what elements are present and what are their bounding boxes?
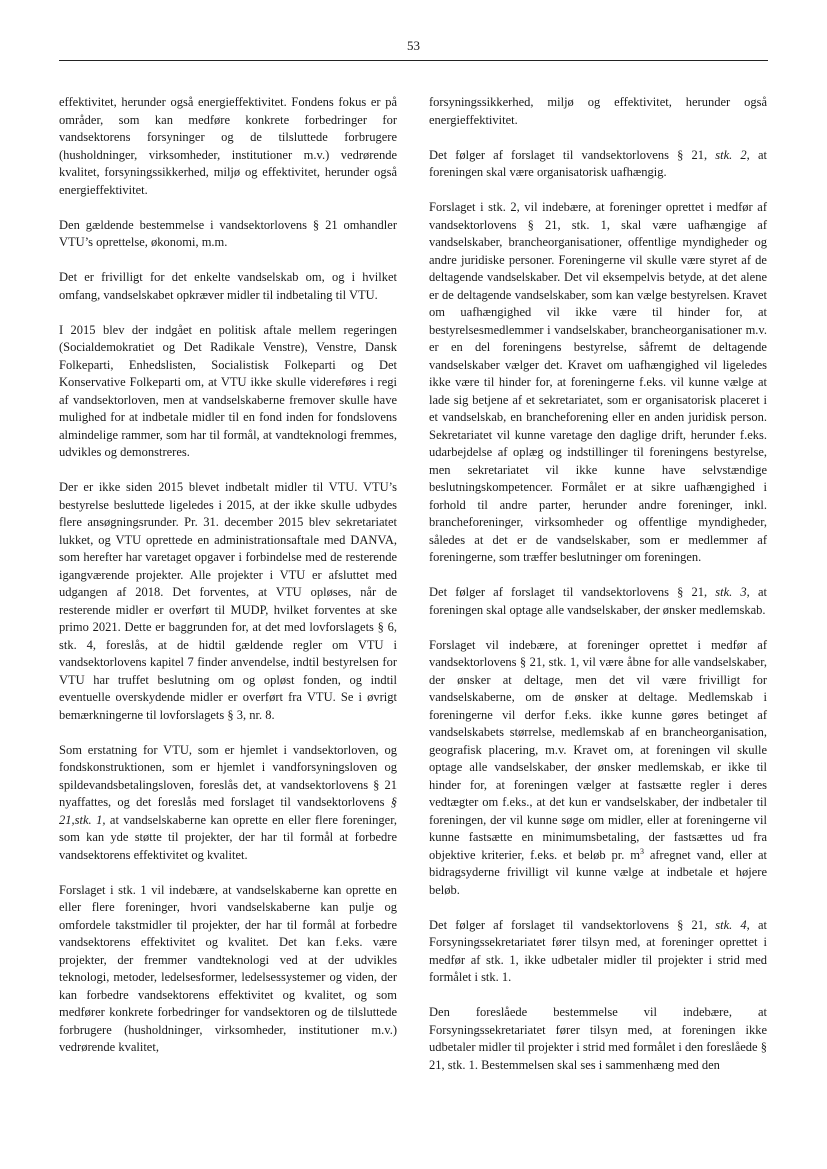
- emphasis: stk. 3,: [715, 585, 750, 599]
- superscript: 3: [639, 846, 644, 856]
- paragraph: [429, 147, 767, 182]
- text-run: at foreningen skal være organisatorisk uafhængig.: [429, 147, 767, 179]
- paragraph: Forslaget i stk. 1 vil indebære, at vandselskaberne kan oprette en eller flere foreninger, hvori vandselskaberne kan pulje og omfordele takstmidler til projekter, der har til formål at forbedre vandsektorens effektivitet og kvalitet. Det kan f.eks. være projekter, der fremmer vandteknologi ved at der udvikles teknologi, metoder, ledelsesformer, ledelsessystemer og viden, der kan forbedre vandsektorens effektivitet og kvalitet, og som medfører konkrete forbedringer for vandsektoren og de tilsluttede forbrugere (husholdninger, virksomheder, institutioner m.v.) vedrørende kvalitet,: [59, 882, 397, 1054]
- paragraph: [59, 742, 397, 865]
- emphasis: stk. 4,: [715, 917, 750, 932]
- paragraph: [429, 917, 767, 987]
- paragraph: Det er frivilligt for det enkelte vandselskab om, og i hvilket omfang, vandselskabet opkræver midler til indbetaling til VTU.: [59, 270, 397, 302]
- page-number: 53: [407, 38, 420, 53]
- emphasis: § 21,stk. 1,: [59, 795, 397, 827]
- left-column: [59, 94, 397, 1057]
- paragraph: forsyningssikkerhed, miljø og effektivitet, herunder også energieffektivitet.: [429, 95, 767, 127]
- right-column: [429, 94, 767, 1074]
- text-run: at foreningen skal optage alle vandselskaber, der ønsker medlemskab.: [429, 585, 767, 617]
- header-rule: [59, 60, 768, 61]
- text-run: at vandselskaberne kan oprette en eller flere foreninger, som kan yde støtte til projekter, der har til formål at forbedre vandsektorens effektivitet og kvalitet.: [59, 812, 397, 862]
- emphasis: stk. 2,: [715, 147, 750, 162]
- paragraph: [429, 637, 767, 900]
- paragraph: I 2015 blev der indgået en politisk aftale mellem regeringen (Socialdemokratiet og Det Radikale Venstre), Venstre, Dansk Folkeparti, Enhedslisten, Socialistisk Folkeparti og Det Konservative Folkeparti om, at VTU ikke skulle videreføres i regi af vandsektorloven, men at vandselskaberne fremover skulle have mulighed for at indbetale midler til en fond inden for fondslovens almindelige rammer, som har til formål, at vandteknologi fremmes, udvikles og demonstreres.: [59, 322, 397, 459]
- paragraph: Der er ikke siden 2015 blevet indbetalt midler til VTU. VTU’s bestyrelse besluttede ligeledes i 2015, at der ikke skulle udbydes flere ansøgningsrunder. Pr. 31. december 2015 blev sekretariatet lukket, og VTU oprettede en administrationsaftale med DANVA, som herefter har varetaget opgaver i forbindelse med de resterende igangværende projekter. Alle projekter i VTU er afsluttet med udgangen af 2018. Det forventes, at VTU opløses, når de resterende midler er overført til MUDP, hvilket forventes at ske primo 2021. Dette er baggrunden for, at det med lovforslagets § 6, stk. 4, foreslås, at de hidtil gældende regler om VTU i vandsektorlovens kapitel 7 finder anvendelse, indtil bestyrelsen for VTU har truffet beslutning om og opløst fonden, og indtil eventuelle overskydende midler er overført fra VTU. Se i øvrigt bemærkningerne til lovforslagets § 3, nr. 8.: [59, 480, 397, 722]
- text-run: at Forsyningssekretariatet fører tilsyn med, at foreninger oprettet i medfør af stk. 1, ikke udbetaler midler til projekter i strid med formålet i stk. 1.: [429, 917, 767, 984]
- text-run: Det følger af forslaget til vandsektorlovens § 21,: [429, 147, 716, 162]
- paragraph: [429, 584, 767, 619]
- text-run: Det følger af forslaget til vandsektorlovens § 21,: [429, 917, 716, 932]
- paragraph: Den gældende bestemmelse i vandsektorlovens § 21 omhandler VTU’s oprettelse, økonomi, m.m.: [59, 217, 397, 249]
- paragraph: Den foreslåede bestemmelse vil indebære, at Forsyningssekretariatet fører tilsyn med, at foreningen ikke udbetaler midler til projekter i strid med formålet i den foreslåede § 21, stk. 1. Bestemmelsen skal ses i sammenhæng med den: [429, 1005, 767, 1072]
- text-run: Forslaget vil indebære, at foreninger oprettet i medfør af vandsektorlovens § 21, stk. 1, vil være åbne for alle vandselskaber, der ønsker at deltage, men det vil være frivilligt for vandselskaberne, om de ønsker at deltage. Medlemskab i foreningerne vil derfor f.eks. ikke kunne gøres betinget af vandselskabets størrelse, medlemskab af en brancheorganisation, geografisk placering, m.v. Kravet om, at foreningen vil skulle optage alle vandselskaber, der ønsker medlemskab, er ikke til hinder for, at foreningen vælger at fastsætte regler i deres vedtægter om f.eks., at det kun er vandselskaber, der indbetaler til foreningen, der vil kunne søge om midler, eller at foreningerne vil kunne fastsætte en minimumsbetaling, der fastsættes ud fra objektive kriterier, f.eks. et beløb pr. m: [429, 637, 767, 862]
- text-run: Som erstatning for VTU, som er hjemlet i vandsektorloven, og fondskonstruktionen, som er hjemlet i vandforsyningsloven og spildevandsbetalingsloven, foreslås det, at vandsektorlovens § 21 nyaffattes, og det foreslås med forslaget til vandsektorlovens: [59, 742, 397, 809]
- paragraph: effektivitet, herunder også energieffektivitet. Fondens fokus er på områder, som kan medføre konkrete forbedringer for vandsektorens forsyninger og de tilsluttede forbrugere (husholdninger, virksomheder, institutioner m.v.) vedrørende kvalitet, forsyningssikkerhed, miljø og effektivitet, herunder også energieffektivitet.: [59, 95, 397, 197]
- text-run: Det følger af forslaget til vandsektorlovens § 21,: [429, 585, 716, 599]
- paragraph: Forslaget i stk. 2, vil indebære, at foreninger oprettet i medfør af vandsektorlovens § 21, stk. 1, skal være uafhængige af vandselskaber, brancheorganisationer, offentlige myndigheder og andre juridiske personer. Foreningerne vil skulle være styret af de deltagende vandselskaber. Det vil eksempelvis betyde, at det alene er de deltagende vandselskaber, som kan vælge bestyrelsen. Kravet om uafhængighed vil ikke være til hinder for, at bestyrelsesmedlemmer i vandselskaber, brancheorganisationer m.v. er en del foreningens bestyrelse, såfremt de deltagende vandselskaber vælger det. Kravet om uafhængighed vil ligeledes ikke være til hinder for, at foreningerne f.eks. vil kunne vælge at lade sig betjene af et sekretariatet, som er organisatorisk placeret i et vandselskab, en brancheforening eller en anden juridisk person. Sekretariatet vil kunne varetage den daglige drift, herunder f.eks. udarbejdelse af oplæg og indstillinger til foreningens bestyrelse, men sekretariatet vil ikke kunne have selvstændige beslutningskompetencer. Formålet er at sikre uafhængighed i forhold til andre parter, herunder andre foreninger, inkl. brancheforeninger, virksomheder og offentlige myndigheder, således at det er de vandselskaber, som er medlemmer af foreningerne, som træffer beslutninger om foreningen.: [429, 200, 767, 564]
- text-run: afregnet vand, eller at bidragsyderne frivilligt vil kunne vælge at indbetale et højere beløb.: [429, 847, 767, 897]
